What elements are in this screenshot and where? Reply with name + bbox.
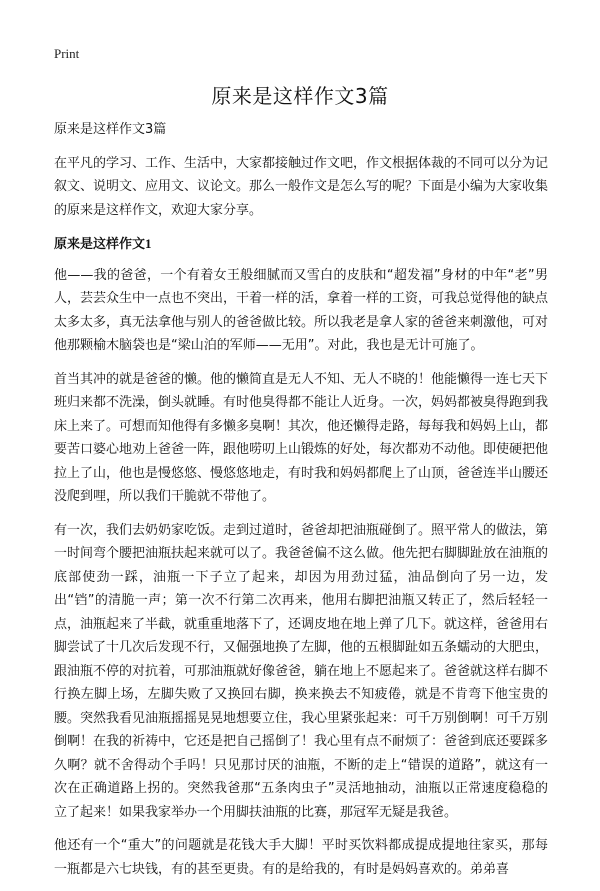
- page-title: 原来是这样作文3篇: [211, 84, 389, 108]
- section-heading: 原来是这样作文1: [54, 236, 152, 251]
- intro-paragraph: 在平凡的学习、工作、生活中，大家都接触过作文吧，作文根据体裁的不同可以分为记叙文、说明文、应用文、议论文。那么一般作文是怎么写的呢？下面是小编为大家收集的原来是这样作文，欢迎大家分享。: [54, 155, 549, 218]
- body-paragraph: 他——我的爸爸，一个有着女王般细腻而又雪白的皮肤和“超发福”身材的中年“老”男人，芸芸众生中一点也不突出，干着一样的活，拿着一样的工资，可我总觉得他的缺点太多太多，真无法拿他与别人的爸爸做比较。所以我老是拿人家的爸爸来刺激他，可对他那颗榆木脑袋也是“梁山泊的军师——无用”。对此，我也是无计可施了。: [54, 267, 549, 353]
- body-paragraph: 首当其冲的就是爸爸的懒。他的懒简直是无人不知、无人不晓的！他能懒得一连七天下班归来都不洗澡，倒头就睡。有时他臭得都不能让人近身。一次，妈妈都被臭得跑到我床上来了。可想而知他得有多懒多臭啊！其次，他还懒得走路，每每我和妈妈上山，都要苦口婆心地劝上爸爸一阵，跟他唠叨上山锻炼的好处，每次都劝不动他。即使硬把他拉上了山，他也是慢悠悠、慢悠悠地走，有时我和妈妈都爬上了山顶，爸爸连半山腰还没爬到哩，所以我们干脆就不带他了。: [54, 371, 549, 504]
- body-paragraph: 他还有一个“重大”的问题就是花钱大手大脚！平时买饮料都成提成提地往家买，那每一瓶都是六七块钱，有的甚至更贵。有的是给我的，有时是妈妈喜欢的。弟弟喜: [54, 838, 548, 877]
- document-subtitle: 原来是这样作文3篇: [54, 122, 167, 137]
- document-body: [54, 118, 548, 891]
- body-paragraph: 有一次，我们去奶奶家吃饭。走到过道时，爸爸却把油瓶碰倒了。照平常人的做法，第一时间弯个腰把油瓶扶起来就可以了。我爸爸偏不这么做。他先把右脚脚趾放在油瓶的底部使劲一踩，油瓶一下子立了起来，却因为用劲过猛，油品倒向了另一边，发出“铛”的清脆一声；第一次不行第二次再来，他用右脚把油瓶又转正了，然后轻轻一点，油瓶起来了半截，就重重地落下了，还调皮地在地上弹了几下。就这样，爸爸用右脚尝试了十几次后发现不行，又倔强地换了左脚，他的五根脚趾如五条蠕动的大肥虫，跟油瓶不停的对抗着，可那油瓶就好像爸爸，躺在地上不愿起来了。爸爸就这样右脚不行换左脚上场，左脚失败了又换回右脚，换来换去不知疲倦，就是不肯弯下他宝贵的腰。突然我看见油瓶摇摇晃晃地想要立住，我心里紧张起来：可千万别倒啊！可千万别倒啊！在我的祈祷中，它还是把自己摇倒了！我心里有点不耐烦了：爸爸到底还要踩多久啊？就不舍得动个手吗！只见那讨厌的油瓶，不断的走上“错误的道路”，就这有一次在正确道路上拐的。突然我爸那“五条肉虫子”灵活地抽动，油瓶以正常速度稳稳的立了起来！如果我家举办一个用脚扶油瓶的比赛，那冠军无疑是我爸。: [54, 522, 549, 820]
- print-link[interactable]: Print: [54, 46, 80, 61]
